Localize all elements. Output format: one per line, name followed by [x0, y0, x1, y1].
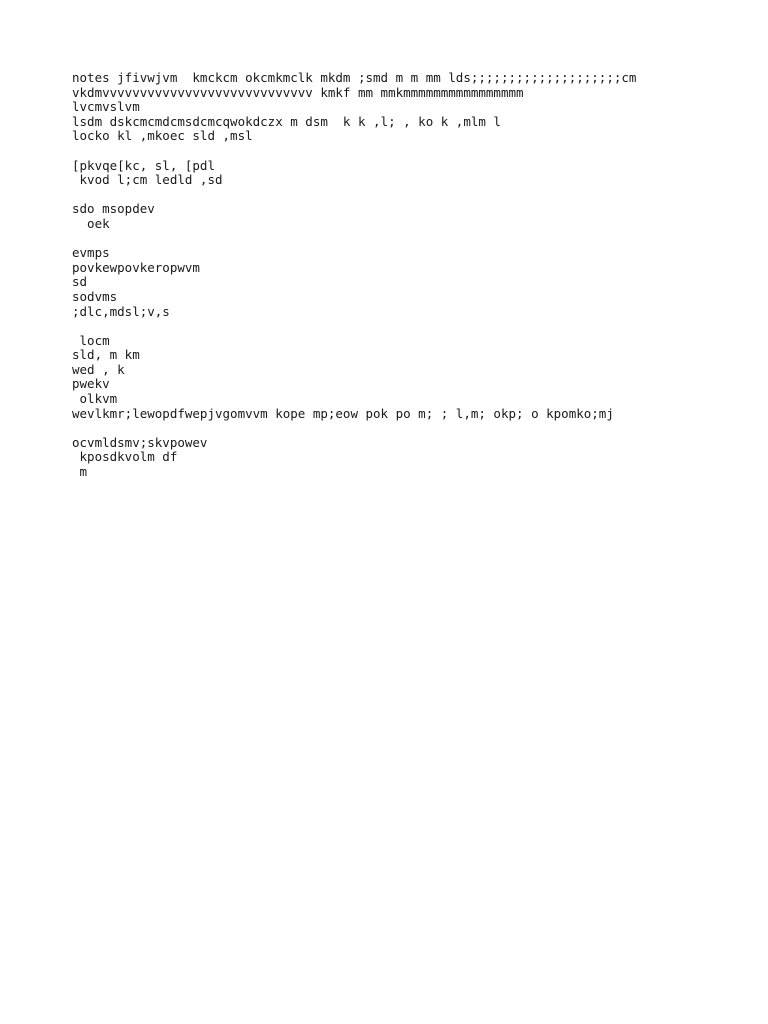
text-line: ocvmldsmv;skvpowev: [72, 434, 208, 450]
blank-line: [72, 421, 752, 436]
text-line: wed , k: [72, 361, 125, 377]
text-line: olkvm: [72, 391, 118, 407]
text-line: notes jfivwjvm kmckcm okcmkmclk mkdm ;smd m m mm lds;;;;;;;;;;;;;;;;;;;;cm: [72, 70, 637, 85]
text-line: kvod l;cm ledld ,sd: [72, 172, 223, 188]
text-line: [pkvqe[kc, sl, [pdl: [72, 157, 215, 173]
text-line: sd: [72, 274, 88, 290]
text-line: evmps: [72, 245, 110, 261]
text-line: locm: [72, 332, 110, 348]
text-line: m: [72, 464, 88, 480]
blank-line: [72, 232, 752, 247]
document-text: [72, 71, 752, 480]
text-line: kposdkvolm df: [72, 449, 178, 465]
blank-line: [72, 319, 752, 334]
text-line: povkewpovkeropwvm: [72, 259, 200, 275]
blank-line: [72, 188, 752, 203]
text-line: sodvms: [72, 288, 118, 304]
text-line: sdo msopdev: [72, 201, 155, 217]
text-line: locko kl ,mkoec sld ,msl: [72, 128, 253, 144]
blank-line: [72, 144, 752, 159]
text-line: pwekv: [72, 376, 110, 392]
text-line: vkdmvvvvvvvvvvvvvvvvvvvvvvvvvvvv kmkf mm mmkmmmmmmmmmmmmmmmm: [72, 84, 524, 100]
text-line: oek: [72, 215, 110, 231]
text-line: sld, m km: [72, 347, 140, 363]
text-line: lvcmvslvm: [72, 99, 140, 115]
text-line: wevlkmr;lewopdfwepjvgomvvm kope mp;eow pok po m; ; l,m; okp; o kpomko;mj: [72, 405, 614, 421]
text-line: lsdm dskcmcmdcmsdcmcqwokdczx m dsm k k ,l; , ko k ,mlm l: [72, 113, 501, 129]
text-line: ;dlc,mdsl;v,s: [72, 303, 170, 319]
